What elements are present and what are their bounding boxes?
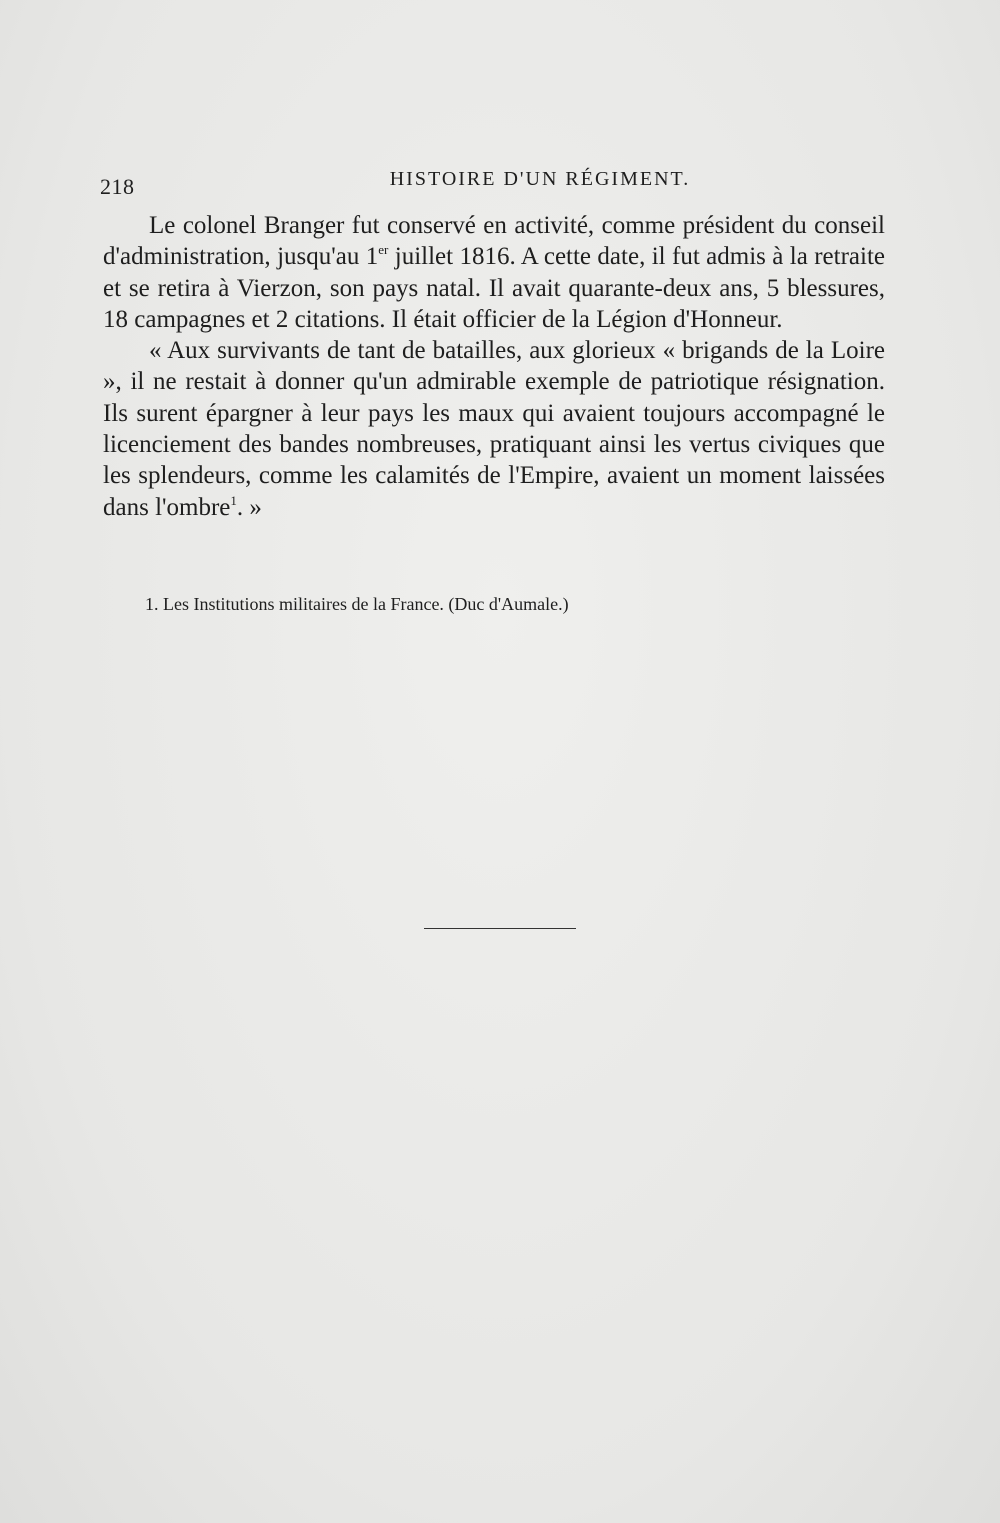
end-rule bbox=[424, 928, 576, 929]
footnote: 1. Les Institutions militaires de la France. (Duc d'Aumale.) bbox=[145, 594, 569, 614]
footnote-reference: 1 bbox=[230, 492, 237, 508]
superscript: er bbox=[378, 242, 389, 258]
page-header bbox=[100, 168, 890, 202]
body-text bbox=[103, 210, 885, 523]
paragraph-text: « Aux survivants de tant de batailles, aux glorieux « brigands de la Loire », il ne restait à donner qu'un admirable exemple de patriotique résignation. Ils surent épargner à leur pays les maux qui avaient toujours accompagné le licenciement des bandes nombreuses, pratiquant ainsi les vertus civiques que les splendeurs, comme les calamités de l'Empire, avaient un moment laissées dans l'ombre bbox=[103, 337, 885, 521]
paragraph-text: Le colonel Branger fut conservé en activité, comme président du conseil d'administration, jusqu'au 1 bbox=[103, 212, 885, 271]
paragraph-text: . » bbox=[236, 493, 262, 521]
page-number: 218 bbox=[100, 174, 135, 199]
paragraph bbox=[103, 210, 885, 335]
running-title: HISTOIRE D'UN RÉGIMENT. bbox=[389, 168, 691, 190]
paragraph bbox=[103, 335, 885, 523]
paragraph-text: juillet 1816. A cette date, il fut admis à la retraite et se retira à Vierzon, son pays natal. Il avait quarante-deux ans, 5 blessures, 18 campagnes et 2 citations. Il était officier de la Légion d'Honneur. bbox=[103, 243, 886, 333]
